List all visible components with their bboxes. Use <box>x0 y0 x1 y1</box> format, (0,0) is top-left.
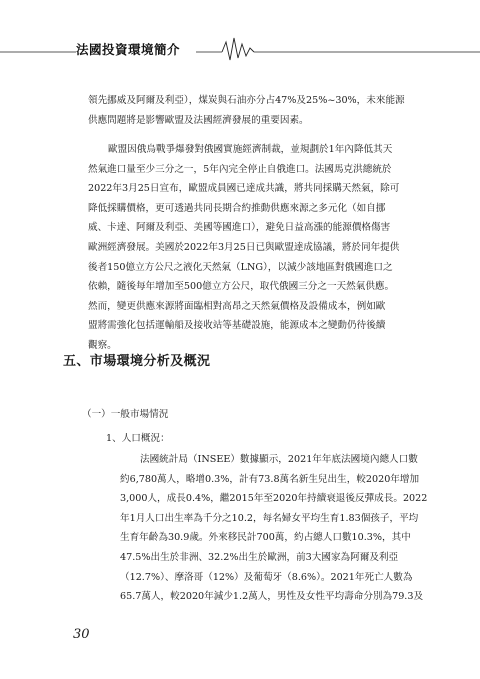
text-line: 65.7萬人，較2020年減少1.2萬人，男性及女性平均壽命分別為79.3及 <box>120 591 424 603</box>
item-heading: 1、人口概況： <box>106 433 170 444</box>
text-line: 約6,780萬人，略增0.3%，計有73.8萬名新生兒出生，較2020年增加 <box>120 473 420 485</box>
text-line: （12.7%）、摩洛哥（12%）及葡萄牙（8.6%）。2021年死亡人數為 <box>120 571 413 583</box>
text-line: 2022年3月25日宣布，歐盟成員國已達成共識，將共同採購天然氣，除可 <box>88 183 400 195</box>
header-heartbeat-line-icon <box>0 28 480 68</box>
text-line: 盟將需強化包括運輸船及接收站等基礎設施，能源成本之變動仍待後續 <box>88 320 386 332</box>
section-heading: 五、市場環境分析及概況 <box>63 354 211 369</box>
paragraph-population <box>120 450 428 607</box>
text-line: 年1月人口出生率為千分之10.2，每名婦女平均生育1.83個孩子，平均 <box>120 512 419 524</box>
text-line: 威、卡達、阿爾及利亞、美國等國進口），避免日益高漲的能源價格傷害 <box>88 222 391 234</box>
text-line: 然氣進口量至少三分之一，5年內完全停止自俄進口。法國馬克洪總統於 <box>88 163 392 175</box>
text-line: 依賴，隨後每年增加至500億立方公尺，取代俄國三分之一天然氣供應。 <box>88 281 395 293</box>
paragraph-eu-gas-policy <box>88 140 408 356</box>
text-line: 歐洲經濟發展。美國於2022年3月25日已與歐盟達成協議，將於同年提供 <box>88 241 400 253</box>
sub-heading: （一）一般市場情況 <box>82 409 169 420</box>
page-number: 30 <box>73 627 90 642</box>
text-line: 法國統計局（INSEE）數據顯示，2021年年底法國境內總人口數 <box>140 454 418 465</box>
text-line: 領先挪威及阿爾及利亞），煤炭與石油亦分占47%及25%~30%，未來能源 <box>88 95 405 106</box>
paragraph-energy-dependence <box>88 91 408 130</box>
text-line: 生育年齡為30.9歲。外來移民計700萬，約占總人口數10.3%，其中 <box>120 532 411 544</box>
text-line: 歐盟因俄烏戰爭爆發對俄國實施經濟制裁，並規劃於1年內降低其天 <box>108 144 393 155</box>
text-line: 觀察。 <box>88 339 117 351</box>
text-line: 降低採購價格，更可透過共同長期合約推動供應來源之多元化（如自挪 <box>88 202 386 214</box>
text-line: 然而，變更供應來源將面臨相對高昂之天然氣價格及設備成本，例如歐 <box>88 300 386 312</box>
text-line: 3,000人，成長0.4%，繼2015年至2020年持續衰退後反彈成長。2022 <box>120 493 428 505</box>
text-line: 供應問題將是影響歐盟及法國經濟發展的重要因素。 <box>88 114 309 126</box>
page-header <box>0 0 480 80</box>
text-line: 後者150億立方公尺之液化天然氣（LNG），以減少該地區對俄國進口之 <box>88 261 393 273</box>
text-line: 47.5%出生於非洲、32.2%出生於歐洲，前3大國家為阿爾及利亞 <box>120 551 399 563</box>
header-title: 法國投資環境簡介 <box>76 42 181 57</box>
